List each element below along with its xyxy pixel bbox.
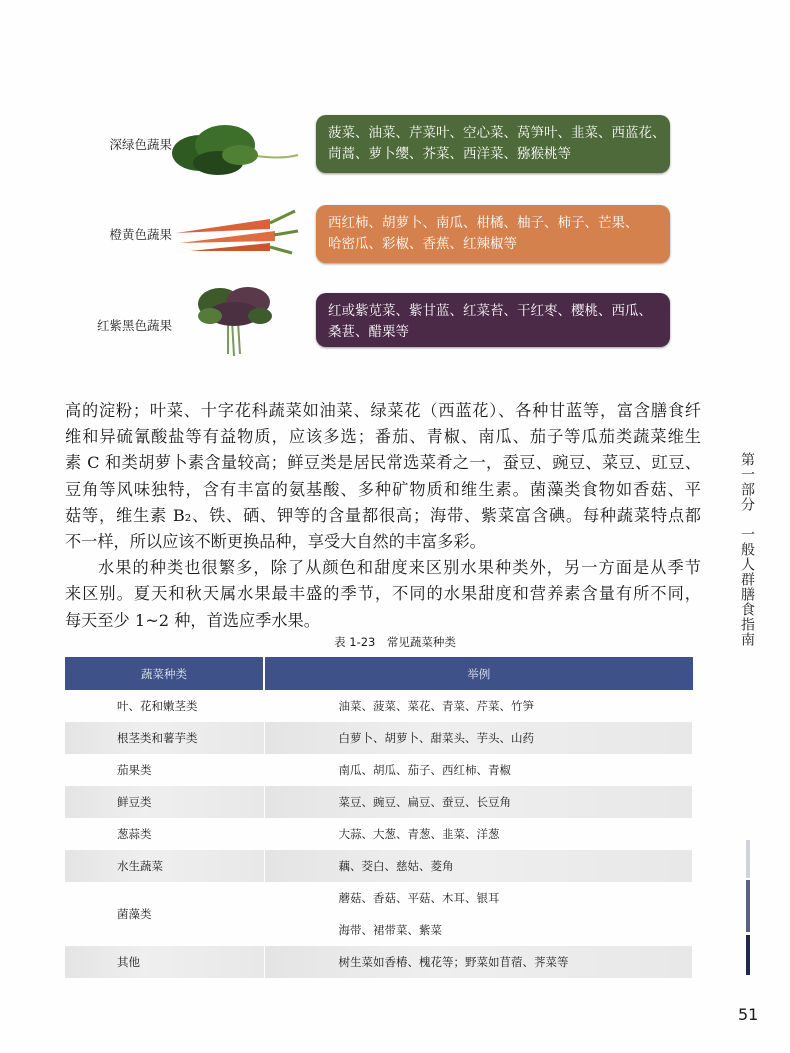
thumb-tab-marker (746, 840, 750, 878)
cell-type: 叶、花和嫩茎类 (65, 690, 264, 722)
cell-examples: 南瓜、胡瓜、茄子、西红柿、青椒 (264, 754, 693, 786)
category-examples-line: 菠菜、油菜、芹菜叶、空心菜、莴笋叶、韭菜、西蓝花、 (328, 125, 666, 141)
cell-type: 鲜豆类 (65, 786, 264, 818)
cell-examples: 菜豆、豌豆、扁豆、蚕豆、长豆角 (264, 786, 693, 818)
cell-examples: 油菜、菠菜、菜花、青菜、芹菜、竹笋 (264, 690, 693, 722)
paragraph-line: 豆角等风味独特，含有丰富的氨基酸、多种矿物质和维生素。菌藻类食物如香菇、平 (65, 479, 701, 499)
category-box-red-purple-black (316, 293, 670, 347)
cell-examples: 海带、裙带菜、紫菜 (264, 914, 693, 946)
cell-type: 其他 (65, 946, 264, 978)
table-row (65, 946, 693, 978)
cell-examples: 蘑菇、香菇、平菇、木耳、银耳 (264, 882, 693, 914)
cell-examples: 白萝卜、胡萝卜、甜菜头、芋头、山药 (264, 722, 693, 754)
table-header-row (65, 657, 693, 690)
table-row (65, 850, 693, 882)
paragraph-line: 每天至少 1~2 种，首选应季水果。 (65, 610, 320, 630)
category-box-dark-green (316, 115, 670, 173)
category-examples-line: 哈密瓜、彩椒、香蕉、红辣椒等 (328, 236, 517, 252)
category-box-orange-yellow (316, 205, 670, 263)
paragraph-line: 菇等，维生素 B₂、铁、硒、钾等的含量都很高；海带、紫菜富含碘。每种蔬菜特点都 (65, 505, 701, 525)
paragraph-line: 维和异硫氰酸盐等有益物质，应该多选；番茄、青椒、南瓜、茄子等瓜茄类蔬菜维生 (65, 427, 701, 447)
category-examples-line: 桑葚、醋栗等 (328, 324, 409, 340)
category-examples-line: 茼蒿、萝卜缨、芥菜、西洋菜、猕猴桃等 (328, 146, 571, 162)
column-header-examples: 举例 (264, 657, 693, 690)
body-text (65, 398, 701, 634)
cell-examples: 大蒜、大葱、青葱、韭菜、洋葱 (264, 818, 693, 850)
vegetable-types-table (65, 657, 693, 978)
cell-type: 茄果类 (65, 754, 264, 786)
section-side-title: 第一部分 一般人群膳食指南 (739, 452, 755, 647)
paragraph-line: 来区别。夏天和秋天属水果最丰盛的季节，不同的水果甜度和营养素含量有所不同， (65, 584, 701, 604)
category-examples-line: 西红柿、胡萝卜、南瓜、柑橘、柚子、柿子、芒果、 (328, 215, 639, 231)
cell-examples: 藕、茭白、慈姑、菱角 (264, 850, 693, 882)
table-row (65, 882, 693, 914)
cell-type: 根茎类和薯芋类 (65, 722, 264, 754)
table-row (65, 786, 693, 818)
cell-type: 菌藻类 (65, 882, 264, 946)
thumb-tab-marker (746, 935, 750, 975)
table-row (65, 722, 693, 754)
column-header-type: 蔬菜种类 (65, 657, 264, 690)
category-label-dark-green: 深绿色蔬果 (109, 137, 172, 152)
table-row (65, 690, 693, 722)
red-amaranth-image (170, 280, 300, 358)
thumb-tab-marker (746, 880, 750, 932)
cell-type: 水生蔬菜 (65, 850, 264, 882)
paragraph-line: 素 C 和类胡萝卜素含量较高；鲜豆类是居民常选菜肴之一，蚕豆、豌豆、菜豆、豇豆、 (65, 453, 701, 473)
category-examples-line: 红或紫苋菜、紫甘蓝、红菜苔、干红枣、樱桃、西瓜、 (328, 303, 652, 319)
category-label-orange-yellow: 橙黄色蔬果 (109, 227, 172, 242)
page-number: 51 (738, 1005, 759, 1024)
carrots-image (170, 205, 300, 260)
table-caption: 表 1-23 常见蔬菜种类 (334, 635, 456, 649)
paragraph-line: 高的淀粉；叶菜、十字花科蔬菜如油菜、绿菜花（西蓝花）、各种甘蓝等，富含膳食纤 (65, 401, 701, 420)
leafy-greens-image (170, 115, 300, 180)
paragraph-line: 不一样，所以应该不断更换品种，享受大自然的丰富多彩。 (65, 531, 486, 551)
paragraph-line: 水果的种类也很繁多，除了从颜色和甜度来区别水果种类外，另一方面是从季节 (98, 558, 701, 578)
table-row (65, 754, 693, 786)
category-label-red-purple-black: 红紫黑色蔬果 (96, 318, 172, 333)
cell-type: 葱蒜类 (65, 818, 264, 850)
table-row (65, 818, 693, 850)
cell-examples: 树生菜如香椿、槐花等；野菜如苜蓿、荠菜等 (264, 946, 693, 978)
